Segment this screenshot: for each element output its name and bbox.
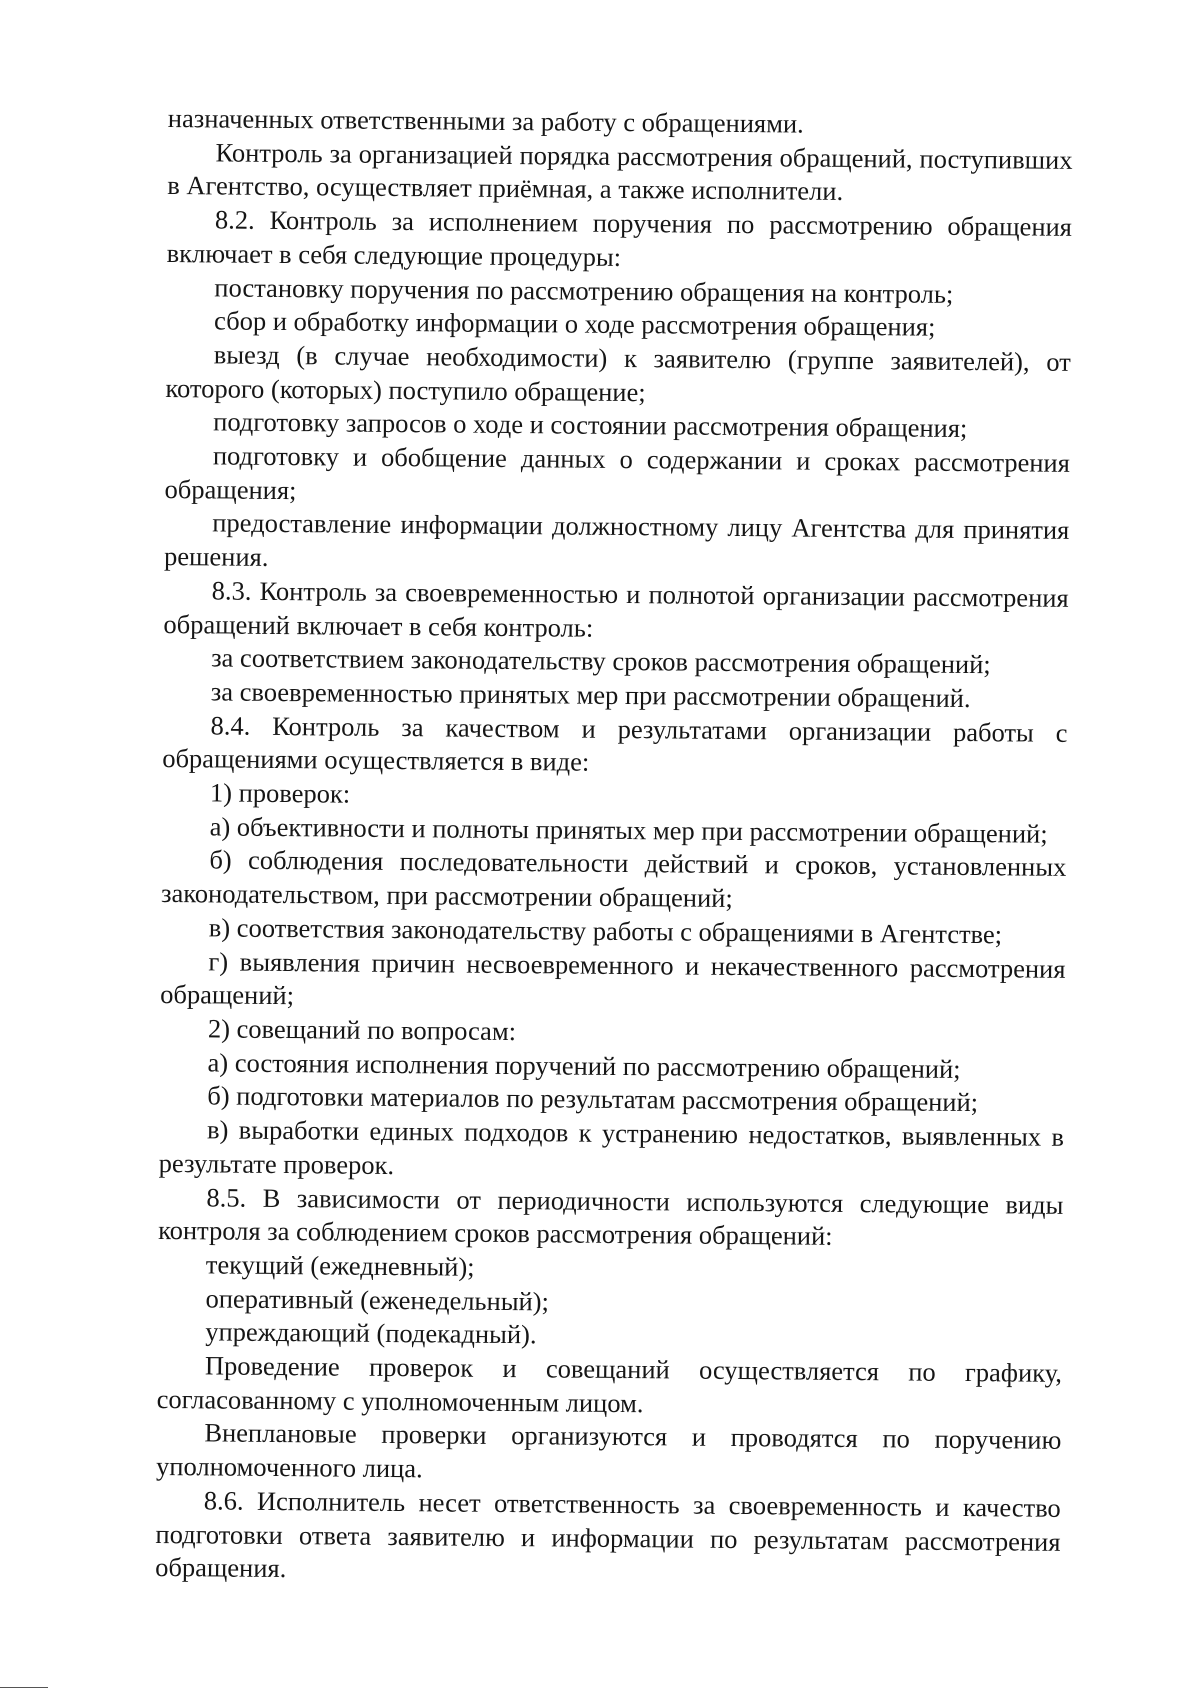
- list-item: сбор и обработку информации о ходе рассмотрения обращения;: [213, 305, 936, 342]
- list-item: предоставление информации должностному лицу Агентства для принятия решения.: [163, 507, 1070, 573]
- list-item: постановку поручения по рассмотрению обращения на контроль;: [214, 271, 954, 309]
- document-body: [155, 102, 1073, 1593]
- list-item: текущий (ежедневный);: [205, 1249, 475, 1282]
- list-item: упреждающий (подекадный).: [205, 1316, 537, 1350]
- list-item: б) соблюдения последовательности действий и сроков, установленных законодательством, при рассмотрении обращений;: [160, 844, 1067, 914]
- list-item: 2) совещаний по вопросам:: [207, 1013, 517, 1047]
- list-item: а) состояния исполнения поручений по рассмотрению обращений;: [207, 1047, 961, 1084]
- page-edge-rule: [0, 1687, 48, 1688]
- paragraph: Внеплановые проверки организуются и проводятся по поручению уполномоченного лица.: [155, 1417, 1062, 1484]
- list-item: а) объективности и полноты принятых мер при рассмотрении обращений;: [209, 811, 1048, 849]
- list-item: за соответствием законодательству сроков рассмотрения обращений;: [211, 642, 991, 680]
- paragraph: назначенных ответственными за работу с обращениями.: [167, 102, 804, 139]
- paragraph: Проведение проверок и совещаний осуществляется по графику, согласованному с уполномоченным лицом.: [156, 1350, 1063, 1418]
- list-item: оперативный (еженедельный);: [205, 1282, 550, 1316]
- list-item: подготовку запросов о ходе и состоянии рассмотрения обращения;: [213, 406, 968, 444]
- list-item: подготовку и обобщение данных о содержании и сроках рассмотрения обращения;: [164, 440, 1071, 505]
- list-item: в) соответствия законодательству работы с обращениями в Агентстве;: [208, 912, 1003, 950]
- section-8-6-paragraph: 8.6. Исполнитель несет ответственность за своевременность и качество подготовки ответа заявителю и информации по результатам рассмотрения обращения.: [155, 1485, 1061, 1584]
- section-8-3-paragraph: 8.3. Контроль за своевременностью и полнотой организации рассмотрения обращений включает в себя контроль:: [163, 575, 1069, 643]
- section-8-2-paragraph: 8.2. Контроль за исполнением поручения по рассмотрению обращения включает в себя следующие процедуры:: [166, 204, 1073, 272]
- list-item: б) подготовки материалов по результатам рассмотрения обращений;: [207, 1080, 979, 1118]
- section-8-4-paragraph: 8.4. Контроль за качеством и результатами организации работы с обращениями осуществляется в виде:: [162, 710, 1068, 778]
- list-item: в) выработки единых подходов к устранению недостатков, выявленных в результате проверок.: [158, 1114, 1065, 1180]
- list-item: за своевременностью принятых мер при рассмотрении обращений.: [210, 676, 971, 713]
- list-item: 1) проверок:: [209, 777, 351, 809]
- section-8-5-paragraph: 8.5. В зависимости от периодичности используются следующие виды контроля за соблюдением сроков рассмотрения обращений:: [158, 1181, 1064, 1252]
- paragraph: Контроль за организацией порядка рассмотрения обращений, поступивших в Агентство, осуществляет приёмная, а также исполнители.: [167, 137, 1073, 207]
- list-item: выезд (в случае необходимости) к заявителю (группе заявителей), от которого (которых) поступило обращение;: [165, 339, 1071, 407]
- list-item: г) выявления причин несвоевременного и некачественного рассмотрения обращений;: [160, 945, 1066, 1011]
